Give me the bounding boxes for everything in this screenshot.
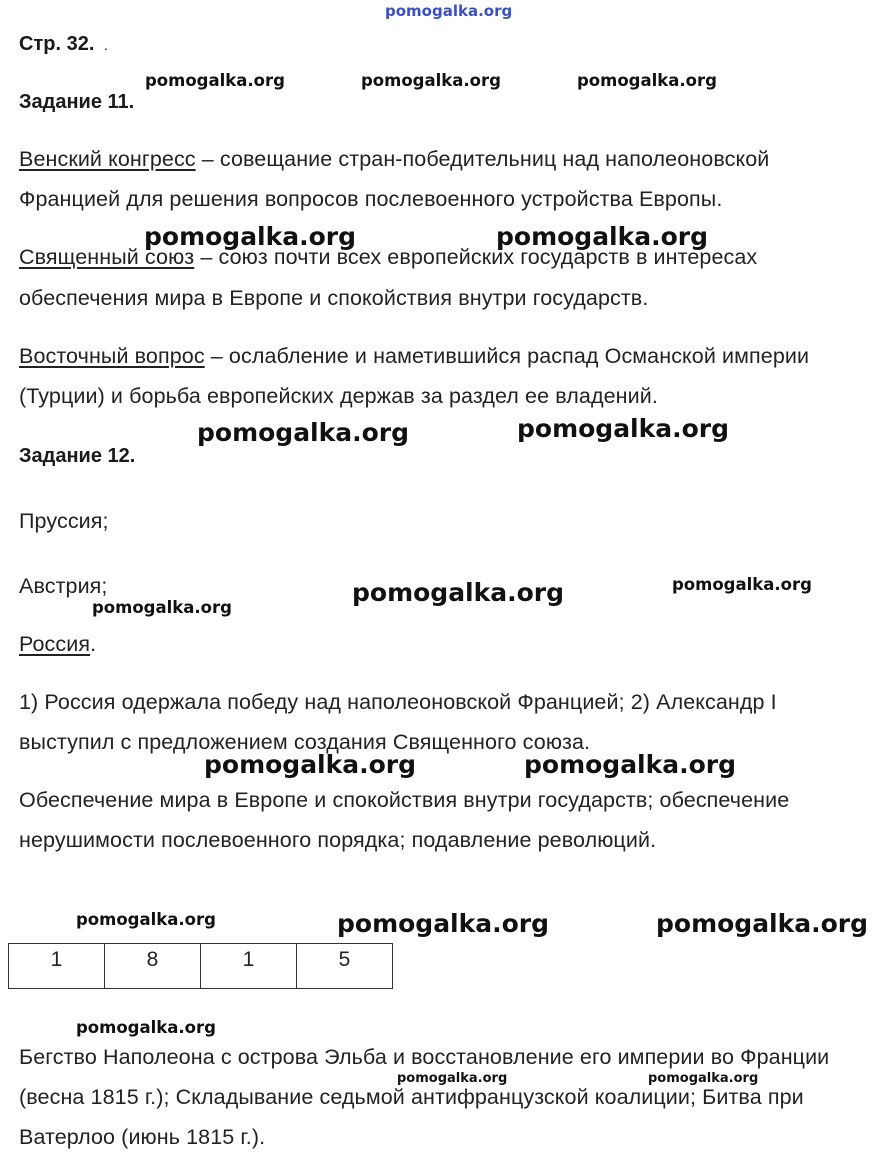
term: Венский конгресс <box>19 147 196 171</box>
country-item: Пруссия; <box>19 509 109 533</box>
events-line: Бегство Наполеона с острова Эльба и восстановление его империи во Франции <box>19 1045 830 1069</box>
events-line: (весна 1815 г.); Складывание седьмой антифранцузской коалиции; Битва при <box>19 1085 804 1109</box>
page-number <box>19 33 108 56</box>
watermark: pomogalka.org <box>672 575 812 594</box>
reasons-line: 1) Россия одержала победу над наполеоновской Францией; 2) Александр I <box>19 690 777 714</box>
definition-line: Францией для решения вопросов послевоенного устройства Европы. <box>19 187 723 211</box>
term-definition <box>19 147 769 172</box>
year-digit: 1 <box>201 944 297 989</box>
watermark: pomogalka.org <box>337 909 550 938</box>
watermark: pomogalka.org <box>76 910 216 929</box>
watermark: pomogalka.org <box>517 414 730 443</box>
goals-line: нерушимости послевоенного порядка; подавление революций. <box>19 828 657 852</box>
goals-line: Обеспечение мира в Европе и спокойствия внутри государств; обеспечение <box>19 788 790 812</box>
term-definition <box>19 344 809 369</box>
country-item: Австрия; <box>19 574 108 598</box>
watermark: pomogalka.org <box>397 1071 508 1086</box>
watermark: pomogalka.org <box>352 578 565 607</box>
events-line: Ватерлоо (июнь 1815 г.). <box>19 1125 266 1149</box>
definition-line: (Турции) и борьба европейских держав за раздел ее владений. <box>19 384 658 408</box>
watermark: pomogalka.org <box>496 222 709 251</box>
watermark: pomogalka.org <box>145 71 285 90</box>
definition-text: – ослабление и наметившийся распад Османской империи <box>204 344 810 368</box>
watermark: pomogalka.org <box>656 909 869 938</box>
year-digit: 8 <box>105 944 201 989</box>
definition-text: – совещание стран-победительниц над наполеоновской <box>195 147 770 171</box>
country-punct: . <box>90 632 97 656</box>
page-number-text: Стр. 32. <box>19 33 95 55</box>
country-item <box>19 632 96 657</box>
watermark: pomogalka.org <box>577 71 717 90</box>
term: Священный союз <box>19 245 195 269</box>
watermark: pomogalka.org <box>361 71 501 90</box>
watermark: pomogalka.org <box>385 2 513 20</box>
watermark: pomogalka.org <box>648 1071 759 1086</box>
year-digit: 1 <box>9 944 105 989</box>
year-row <box>9 944 393 989</box>
task12-title: Задание 12. <box>19 445 136 467</box>
country-name: Россия <box>19 632 91 656</box>
watermark: pomogalka.org <box>524 750 737 779</box>
definition-text: – союз почти всех европейских государств в интересах <box>194 245 758 269</box>
watermark: pomogalka.org <box>197 418 410 447</box>
year-table <box>8 943 393 989</box>
watermark: pomogalka.org <box>204 750 417 779</box>
watermark: pomogalka.org <box>76 1018 216 1037</box>
page-number-dot: . <box>103 37 108 53</box>
reasons-line: выступил с предложением создания Священного союза. <box>19 730 591 754</box>
definition-line: обеспечения мира в Европе и спокойствия внутри государств. <box>19 286 649 310</box>
year-digit: 5 <box>297 944 393 989</box>
watermark: pomogalka.org <box>144 222 357 251</box>
watermark: pomogalka.org <box>92 598 232 617</box>
term-definition <box>19 245 757 270</box>
term: Восточный вопрос <box>19 344 205 368</box>
task11-title: Задание 11. <box>19 91 135 113</box>
